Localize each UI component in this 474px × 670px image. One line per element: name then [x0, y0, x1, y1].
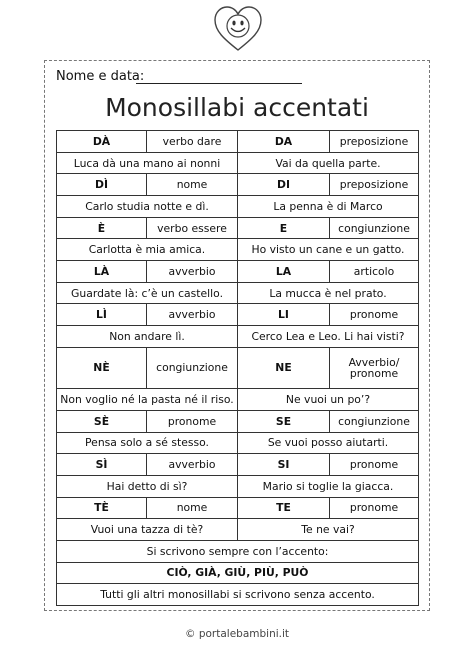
table-row	[57, 152, 419, 174]
accented-word: LÌ	[57, 304, 147, 326]
word-category: pronome	[330, 304, 419, 326]
example-sentence: Vuoi una tazza di tè?	[57, 519, 238, 541]
table-row	[57, 475, 419, 497]
example-sentence: Pensa solo a sé stesso.	[57, 432, 238, 454]
table-row	[57, 282, 419, 304]
unaccented-word: SE	[238, 410, 330, 432]
footer-copyright: © portalebambini.it	[184, 628, 290, 640]
name-date-label: Nome e data:	[56, 69, 145, 84]
example-sentence: Se vuoi posso aiutarti.	[238, 432, 419, 454]
example-sentence: Non andare lì.	[57, 326, 238, 348]
always-accented-words: CIÒ, GIÀ, GIÙ, PIÙ, PUÒ	[57, 562, 419, 584]
word-category: verbo essere	[147, 217, 238, 239]
word-category: nome	[147, 497, 238, 519]
name-date-row	[56, 68, 316, 86]
word-category: verbo dare	[147, 131, 238, 153]
heart-smiley-logo	[212, 4, 264, 54]
accented-word: NÈ	[57, 347, 147, 389]
table-row	[57, 519, 419, 541]
example-sentence: Carlo studia notte e dì.	[57, 196, 238, 218]
word-category: avverbio	[147, 454, 238, 476]
example-sentence: Vai da quella parte.	[238, 152, 419, 174]
example-sentence: Te ne vai?	[238, 519, 419, 541]
example-sentence: Guardate là: c’è un castello.	[57, 282, 238, 304]
accented-word: SÌ	[57, 454, 147, 476]
table-row	[57, 410, 419, 432]
example-sentence: Luca dà una mano ai nonni	[57, 152, 238, 174]
word-category: congiunzione	[147, 347, 238, 389]
table-row	[57, 540, 419, 562]
accented-word: DÌ	[57, 174, 147, 196]
unaccented-word: LA	[238, 261, 330, 283]
table-row	[57, 389, 419, 411]
unaccented-word: SI	[238, 454, 330, 476]
table-row	[57, 304, 419, 326]
word-category: preposizione	[330, 174, 419, 196]
word-category: avverbio	[147, 304, 238, 326]
unaccented-word: DA	[238, 131, 330, 153]
unaccented-word: TE	[238, 497, 330, 519]
word-category: congiunzione	[330, 217, 419, 239]
table-row	[57, 454, 419, 476]
table-row	[57, 217, 419, 239]
table-row	[57, 562, 419, 584]
unaccented-word: NE	[238, 347, 330, 389]
example-sentence: Ho visto un cane e un gatto.	[238, 239, 419, 261]
table-row	[57, 131, 419, 153]
rule-note: Tutti gli altri monosillabi si scrivono senza accento.	[57, 584, 419, 606]
word-category-line: Avverbio/	[348, 355, 400, 369]
word-category: articolo	[330, 261, 419, 283]
example-sentence: La penna è di Marco	[238, 196, 419, 218]
accented-word: È	[57, 217, 147, 239]
word-category	[330, 347, 419, 389]
example-sentence: Cerco Lea e Leo. Li hai visti?	[238, 326, 419, 348]
rule-note: Si scrivono sempre con l’accento:	[57, 540, 419, 562]
table-row	[57, 326, 419, 348]
word-category-line: pronome	[349, 366, 399, 380]
table-row	[57, 497, 419, 519]
name-date-input-line[interactable]	[136, 83, 302, 84]
unaccented-word: LI	[238, 304, 330, 326]
accented-word: TÈ	[57, 497, 147, 519]
example-sentence: Ne vuoi un po’?	[238, 389, 419, 411]
accented-word: SÈ	[57, 410, 147, 432]
word-category: nome	[147, 174, 238, 196]
word-category: pronome	[330, 454, 419, 476]
accented-word: LÀ	[57, 261, 147, 283]
word-category: congiunzione	[330, 410, 419, 432]
monosyllables-table	[56, 130, 419, 606]
example-sentence: Hai detto di sì?	[57, 475, 238, 497]
example-sentence: Carlotta è mia amica.	[57, 239, 238, 261]
table-row	[57, 261, 419, 283]
word-category: pronome	[330, 497, 419, 519]
word-category: pronome	[147, 410, 238, 432]
table-row	[57, 174, 419, 196]
table-row	[57, 239, 419, 261]
page-title: Monosillabi accentati	[105, 93, 369, 122]
table-row	[57, 584, 419, 606]
table-row	[57, 347, 419, 389]
example-sentence: Non voglio né la pasta né il riso.	[57, 389, 238, 411]
example-sentence: Mario si toglie la giacca.	[238, 475, 419, 497]
word-category: preposizione	[330, 131, 419, 153]
unaccented-word: DI	[238, 174, 330, 196]
table-row	[57, 196, 419, 218]
table-row	[57, 432, 419, 454]
example-sentence: La mucca è nel prato.	[238, 282, 419, 304]
accented-word: DÀ	[57, 131, 147, 153]
unaccented-word: E	[238, 217, 330, 239]
word-category: avverbio	[147, 261, 238, 283]
